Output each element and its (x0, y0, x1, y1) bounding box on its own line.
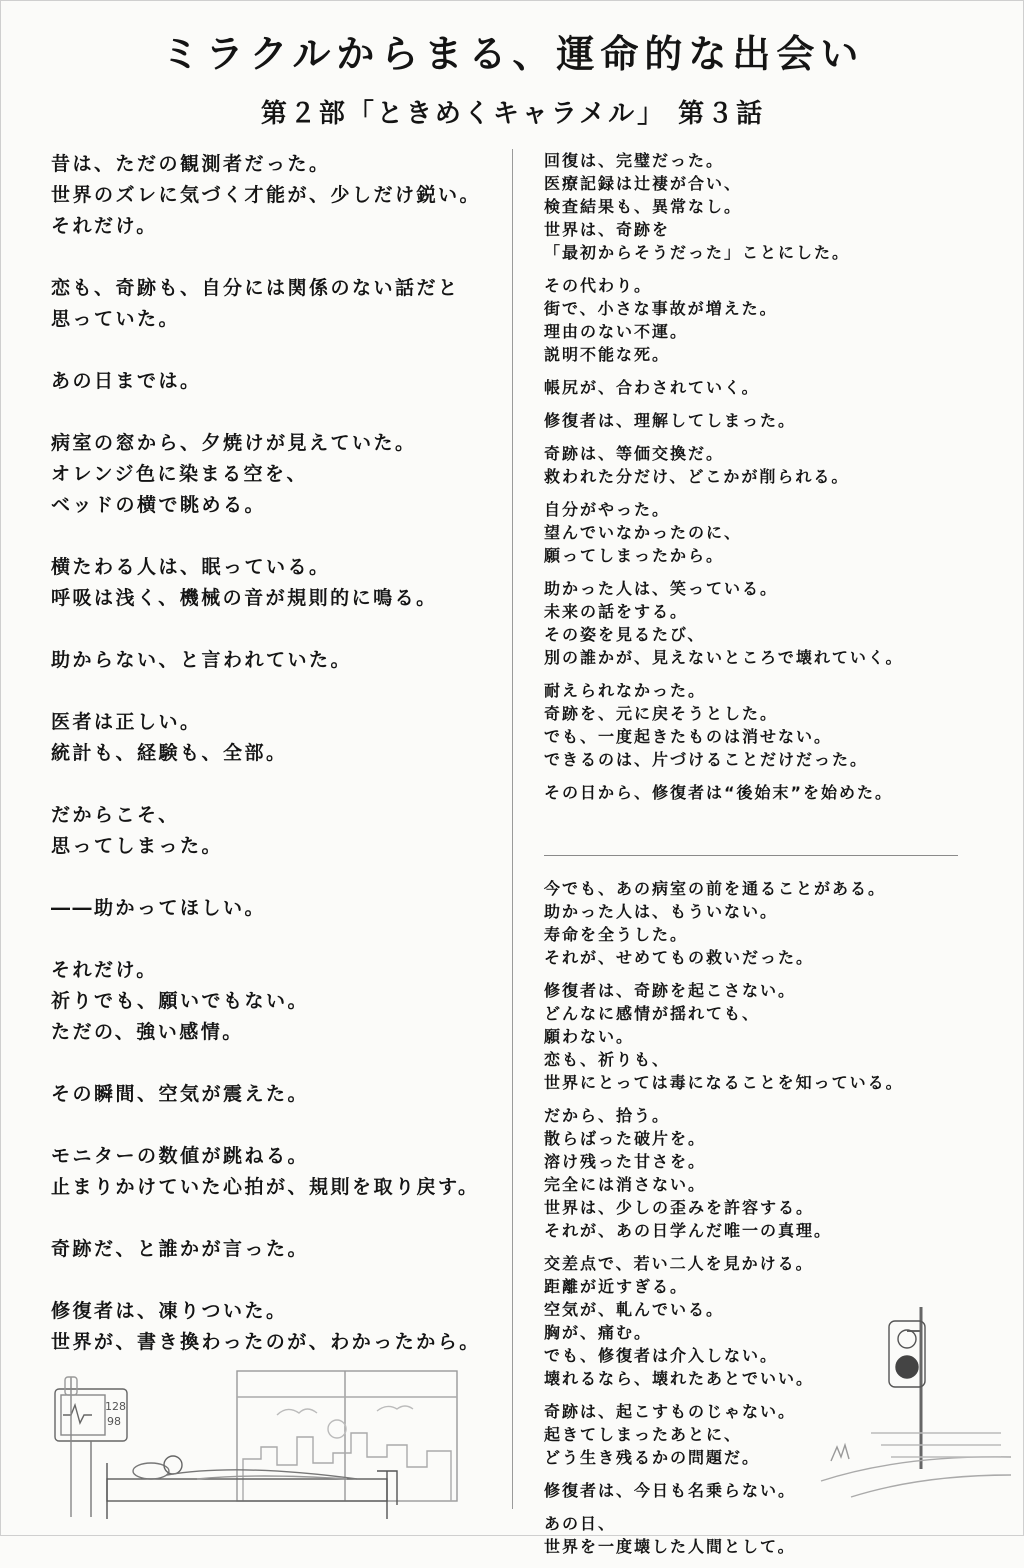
paragraph (51, 893, 491, 924)
text-line: それだけ。 (51, 215, 158, 237)
text-line: 助かった人は、笑っている。 (544, 579, 779, 598)
paragraph (544, 979, 974, 1094)
paragraph (544, 679, 974, 771)
monitor-bottom-value: 98 (107, 1415, 121, 1428)
text-line: その姿を見るたび、 (544, 625, 706, 644)
text-line: ベッドの横で眺める。 (51, 494, 267, 516)
text-line: 世界は、少しの歪みを許容する。 (544, 1198, 815, 1217)
paragraph (51, 707, 491, 769)
paragraph (51, 366, 491, 397)
text-line: 望んでいなかったのに、 (544, 523, 743, 542)
text-line: その日から、修復者は“後始末”を始めた。 (544, 783, 894, 802)
text-line: 空気が、軋んでいる。 (544, 1300, 725, 1319)
paragraph (51, 645, 491, 676)
text-line: 統計も、経験も、全部。 (51, 742, 288, 764)
paragraph (544, 442, 974, 488)
text-line: 助からない、と言われていた。 (51, 649, 353, 671)
text-line: 自分がやった。 (544, 500, 671, 519)
text-line: 横たわる人は、眠っている。 (51, 556, 331, 578)
text-line: 未来の話をする。 (544, 602, 689, 621)
text-line: 距離が近すぎる。 (544, 1277, 689, 1296)
text-line: 胸が、痛む。 (544, 1323, 653, 1342)
text-line: 溶け残った甘さを。 (544, 1152, 707, 1171)
text-line: その瞬間、空気が震えた。 (51, 1083, 310, 1105)
paragraph (51, 273, 491, 335)
text-line: 助かった人は、もういない。 (544, 902, 779, 921)
paragraph (51, 1296, 491, 1358)
text-line: あの日までは。 (51, 370, 202, 392)
text-line: 呼吸は浅く、機械の音が規則的に鳴る。 (51, 587, 438, 609)
text-line: 昔は、ただの観測者だった。 (51, 153, 331, 175)
section-divider (544, 855, 958, 856)
paragraph (544, 498, 974, 567)
text-line: それが、せめてもの救いだった。 (544, 948, 815, 967)
text-line: どんなに感情が揺れても、 (544, 1004, 761, 1023)
text-line: モニターの数値が跳ねる。 (51, 1145, 310, 1167)
paragraph (544, 274, 974, 366)
paragraph (544, 409, 974, 432)
text-line: それが、あの日学んだ唯一の真理。 (544, 1221, 833, 1240)
text-line: 完全には消さない。 (544, 1175, 707, 1194)
text-line: でも、一度起きたものは消せない。 (544, 727, 833, 746)
paragraph (544, 1512, 974, 1558)
text-line: 検査結果も、異常なし。 (544, 197, 743, 216)
text-line: 交差点で、若い二人を見かける。 (544, 1254, 814, 1273)
paragraph (51, 1079, 491, 1110)
text-line: できるのは、片づけることだけだった。 (544, 750, 869, 769)
column-divider (512, 149, 513, 1509)
text-line: 恋も、祈りも、 (544, 1050, 671, 1069)
text-line: ただの、強い感情。 (51, 1021, 244, 1043)
paragraph (51, 552, 491, 614)
text-line: 「最初からそうだった」ことにした。 (544, 243, 851, 262)
text-line: 修復者は、理解してしまった。 (544, 411, 797, 430)
text-line: 奇跡だ、と誰かが言った。 (51, 1238, 310, 1260)
text-line: 願ってしまったから。 (544, 546, 725, 565)
text-line: 思っていた。 (51, 308, 181, 330)
text-line: 修復者は、奇跡を起こさない。 (544, 981, 797, 1000)
text-line: だからこそ、 (51, 804, 180, 826)
text-line: 説明不能な死。 (544, 345, 671, 364)
paragraph (544, 877, 974, 969)
text-line: どう生き残るかの問題だ。 (544, 1448, 761, 1467)
text-line: 理由のない不運。 (544, 322, 689, 341)
text-line: 医者は正しい。 (51, 711, 202, 733)
text-line: 止まりかけていた心拍が、規則を取り戻す。 (51, 1176, 480, 1198)
paragraph (51, 800, 491, 862)
right-column (544, 149, 974, 1556)
text-line: 耐えられなかった。 (544, 681, 707, 700)
text-line: 帳尻が、合わされていく。 (544, 378, 760, 397)
paragraph (544, 781, 974, 804)
paragraph (51, 1234, 491, 1265)
paragraph (544, 577, 974, 669)
text-line: 世界は、奇跡を (544, 220, 671, 239)
text-line: 散らばった破片を。 (544, 1129, 707, 1148)
hospital-room-illustration (47, 1367, 467, 1523)
text-line: 世界を一度壊した人間として。 (544, 1537, 796, 1556)
text-line: 別の誰かが、見えないところで壊れていく。 (544, 648, 904, 667)
episode-subtitle: 第２部「ときめくキャラメル」 第３話 (260, 99, 766, 129)
text-line: あの日、 (544, 1514, 617, 1533)
text-line: 病室の窓から、夕焼けが見えていた。 (51, 432, 417, 454)
text-line: ――助かってほしい。 (51, 897, 267, 919)
text-line: 奇跡を、元に戻そうとした。 (544, 704, 779, 723)
text-line: 奇跡は、等価交換だ。 (544, 444, 725, 463)
text-line: 修復者は、凍りついた。 (51, 1300, 288, 1322)
paragraph (544, 1104, 974, 1242)
text-line: 救われた分だけ、どこかが削られる。 (544, 467, 850, 486)
text-line: 寿命を全うした。 (544, 925, 689, 944)
text-line: 願わない。 (544, 1027, 635, 1046)
text-line: 祈りでも、願いでもない。 (51, 990, 310, 1012)
paragraph (51, 1141, 491, 1203)
text-line: 起きてしまったあとに、 (544, 1425, 743, 1444)
text-line: 街で、小さな事故が増えた。 (544, 299, 778, 318)
traffic-light-illustration (811, 1301, 1011, 1511)
text-line: 奇跡は、起こすものじゃない。 (544, 1402, 797, 1421)
text-line: 修復者は、今日も名乗らない。 (544, 1481, 797, 1500)
text-line: それだけ。 (51, 959, 158, 981)
paragraph (544, 149, 974, 264)
text-line: でも、修復者は介入しない。 (544, 1346, 779, 1365)
monitor-top-value: 128 (105, 1400, 126, 1413)
paragraph (544, 376, 974, 399)
text-line: その代わり。 (544, 276, 653, 295)
text-line: オレンジ色に染まる空を、 (51, 463, 309, 485)
text-line: 世界が、書き換わったのが、わかったから。 (51, 1331, 481, 1353)
page-title: ミラクルからまる、運命的な出会い (161, 32, 865, 76)
right-column-top (544, 149, 974, 804)
text-line: 世界のズレに気づく才能が、少しだけ鋭い。 (51, 184, 482, 206)
text-line: だから、拾う。 (544, 1106, 671, 1125)
text-line: 医療記録は辻褄が合い、 (544, 174, 743, 193)
paragraph (51, 955, 491, 1048)
paragraph (51, 428, 491, 521)
text-line: 今でも、あの病室の前を通ることがある。 (544, 879, 887, 898)
text-line: 思ってしまった。 (51, 835, 224, 857)
left-column (51, 149, 491, 1389)
paragraph (51, 149, 491, 242)
text-line: 恋も、奇跡も、自分には関係のない話だと (51, 277, 460, 299)
text-line: 壊れるなら、壊れたあとでいい。 (544, 1369, 815, 1388)
text-line: 世界にとっては毒になることを知っている。 (544, 1073, 904, 1092)
text-line: 回復は、完璧だった。 (544, 151, 725, 170)
